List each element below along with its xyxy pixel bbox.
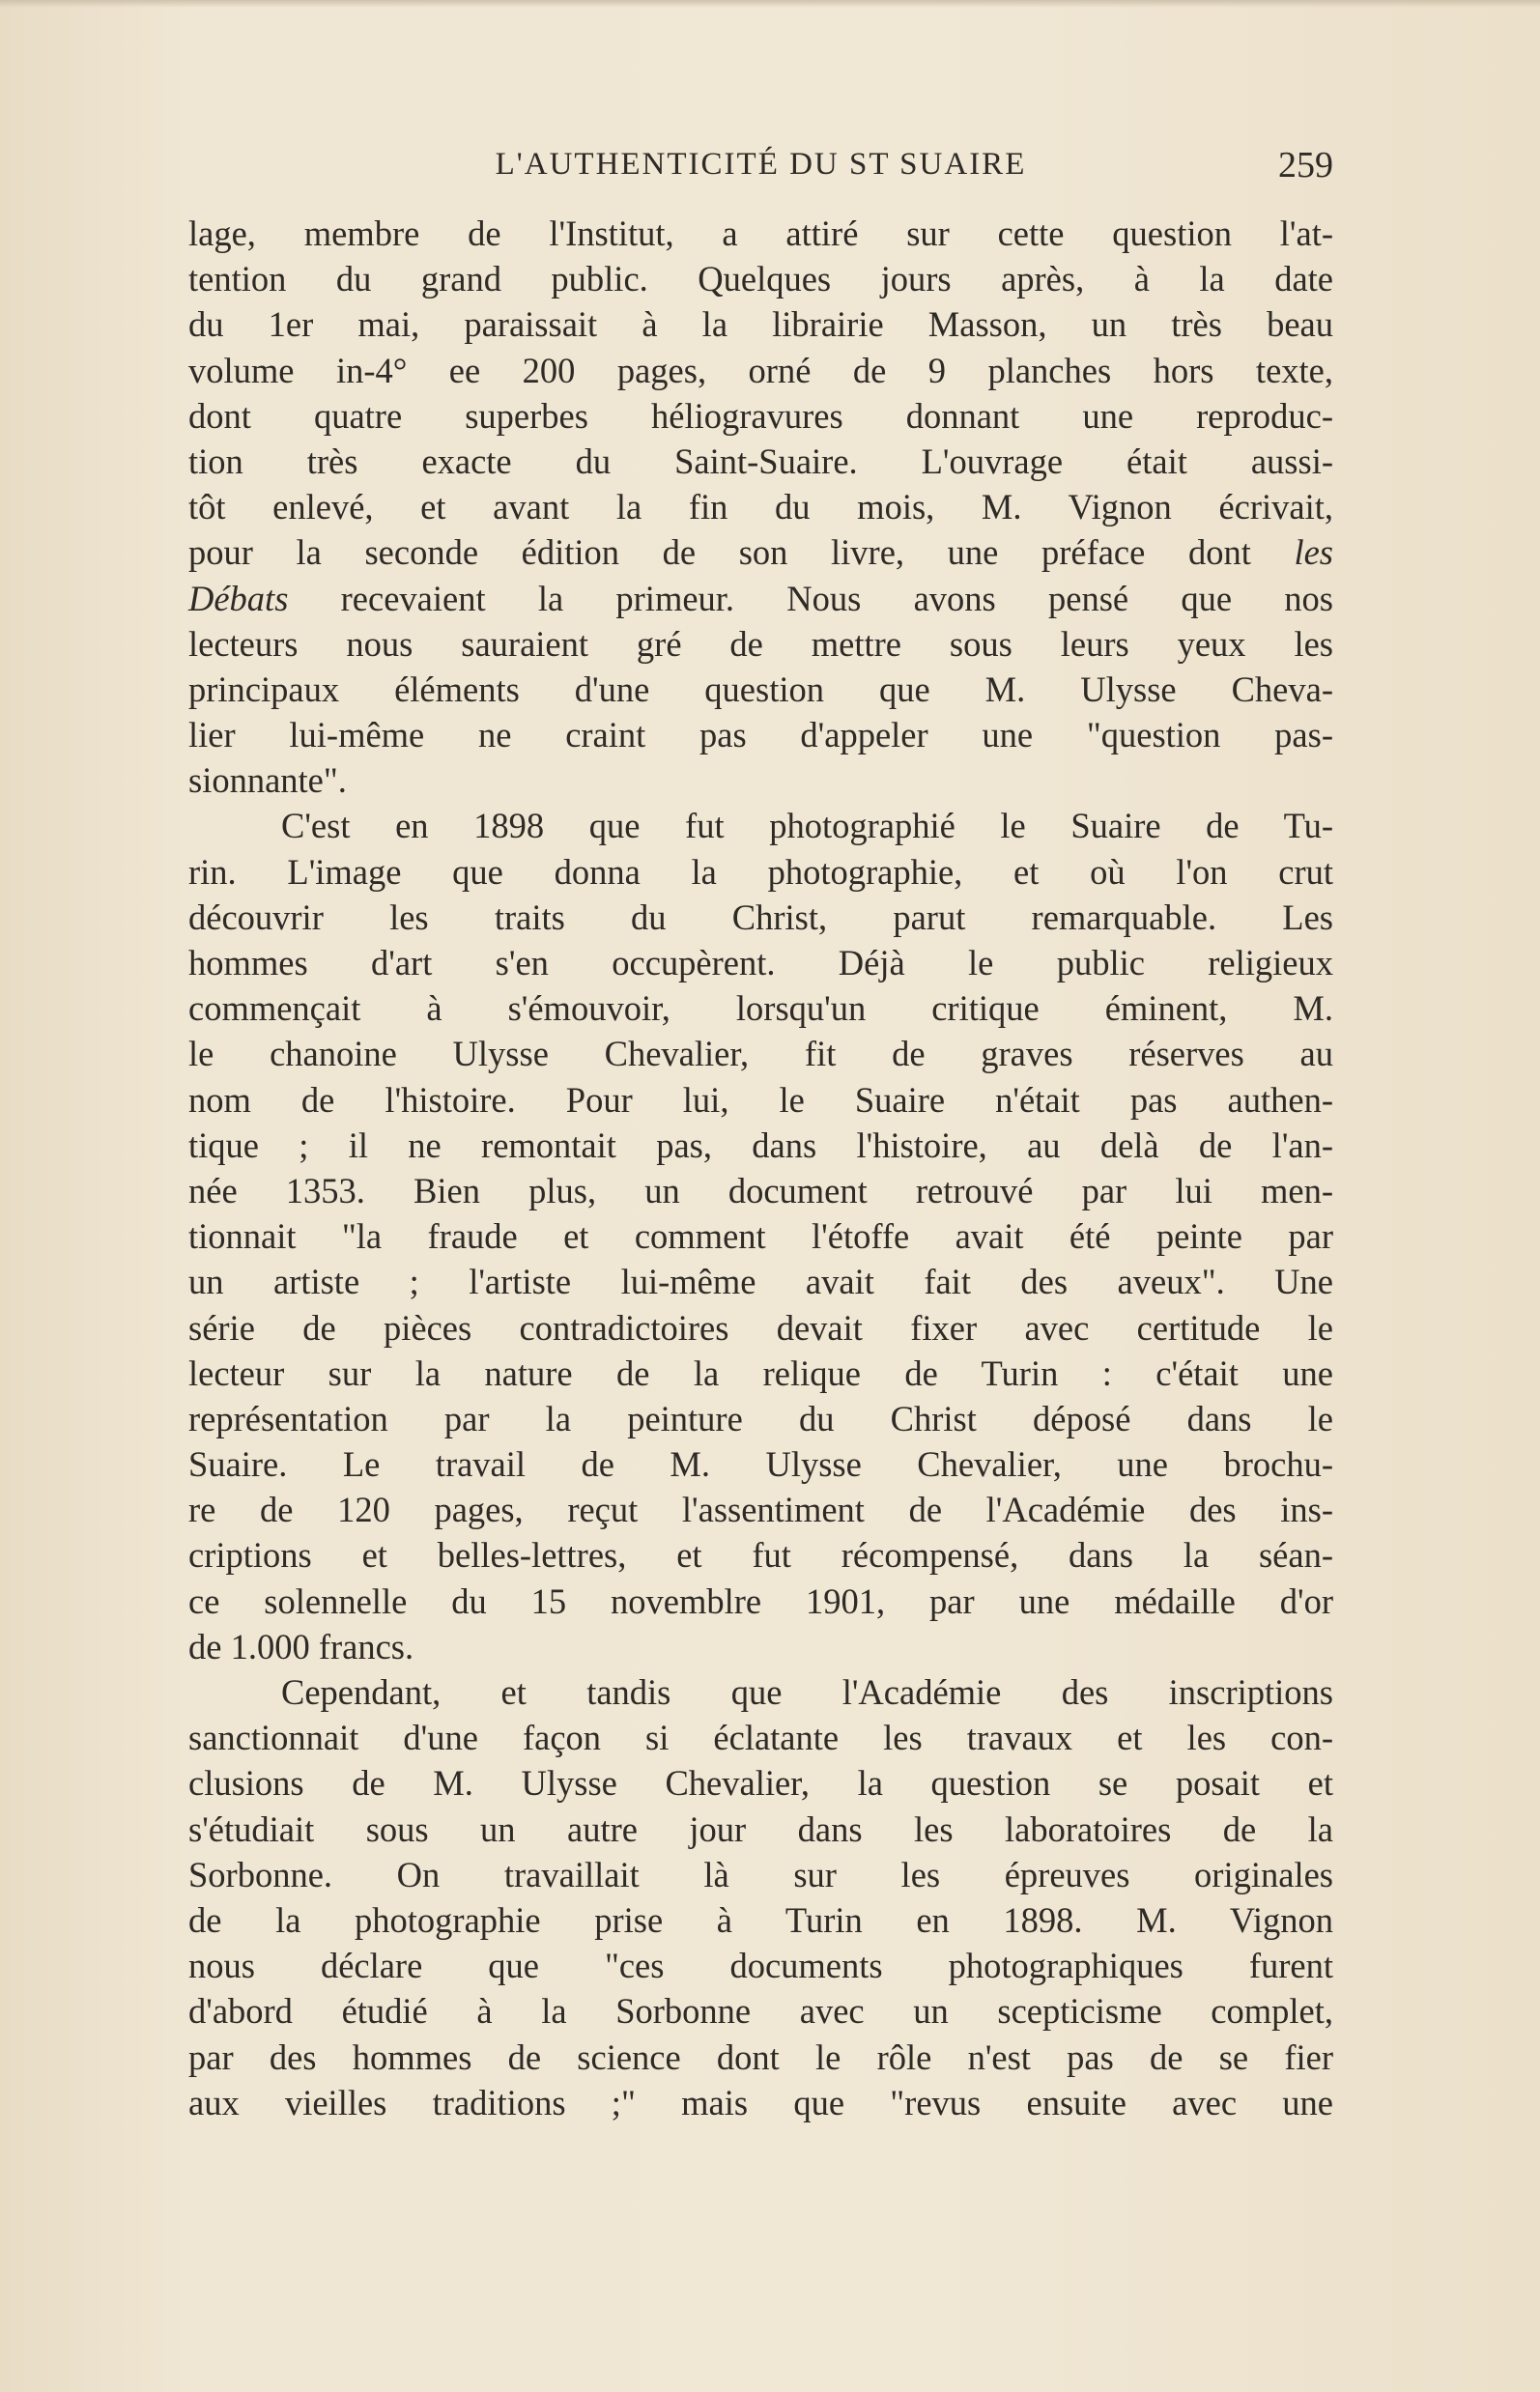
text-segment: Suaire. Le travail de M. Ulysse Chevalier, une brochu- — [188, 1444, 1333, 1485]
text-segment: découvrir les traits du Christ, parut remarquable. Les — [188, 897, 1333, 937]
text-segment: criptions et belles-lettres, et fut récompensé, dans la séan- — [188, 1535, 1333, 1576]
text-line — [188, 1624, 1333, 1669]
text-segment: aux vieilles traditions ;" mais que "revus ensuite avec une — [188, 2082, 1333, 2122]
text-segment: représentation par la peinture du Christ déposé dans le — [188, 1398, 1333, 1438]
text-line — [188, 757, 1333, 803]
text-segment: Cependant, et tandis que l'Académie des inscriptions — [281, 1672, 1333, 1712]
text-line — [188, 1305, 1333, 1351]
text-segment: commençait à s'émouvoir, lorsqu'un critique éminent, M. — [188, 988, 1333, 1029]
text-line — [188, 895, 1333, 940]
text-line — [188, 529, 1333, 575]
text-segment: pour la seconde édition de son livre, une préface dont — [188, 532, 1295, 573]
text-segment: sionnante". — [188, 760, 347, 801]
text-segment: hommes d'art s'en occupèrent. Déjà le public religieux — [188, 943, 1333, 982]
text-line — [188, 393, 1333, 439]
text-line — [188, 1031, 1333, 1076]
text-line — [188, 1715, 1333, 1760]
text-line — [188, 1988, 1333, 2034]
text-line — [188, 803, 1333, 848]
text-line — [188, 2035, 1333, 2080]
text-line — [188, 1213, 1333, 1259]
text-line — [188, 849, 1333, 895]
text-line — [188, 1579, 1333, 1624]
text-segment: tion très exacte du Saint-Suaire. L'ouvrage était aussi- — [188, 441, 1333, 481]
text-segment: d'abord étudié à la Sorbonne avec un scepticisme complet, — [188, 1991, 1333, 2032]
text-line — [188, 985, 1333, 1031]
text-line — [188, 1441, 1333, 1487]
text-segment: un artiste ; l'artiste lui-même avait fait des aveux". Une — [188, 1262, 1333, 1302]
text-line — [188, 1396, 1333, 1441]
text-line — [188, 256, 1333, 301]
text-segment: re de 120 pages, reçut l'assentiment de l'Académie des ins- — [188, 1490, 1333, 1530]
text-line — [188, 1807, 1333, 1852]
text-segment: née 1353. Bien plus, un document retrouvé par lui men- — [188, 1170, 1333, 1210]
text-segment: série de pièces contradictoires devait fixer avec certitude le — [188, 1307, 1333, 1348]
text-segment: du 1er mai, paraissait à la librairie Masson, un très beau — [188, 304, 1333, 345]
text-segment: C'est en 1898 que fut photographié le Suaire de Tu- — [281, 806, 1333, 846]
text-segment: lecteurs nous sauraient gré de mettre sous leurs yeux les — [188, 623, 1333, 664]
text-line — [188, 1943, 1333, 1988]
text-segment: volume in-4° ee 200 pages, orné de 9 planches hors texte, — [188, 350, 1333, 390]
text-segment: dont quatre superbes héliogravures donnant une reproduc- — [188, 395, 1333, 436]
text-segment: nous déclare que "ces documents photographiques furent — [188, 1946, 1333, 1986]
text-segment: tique ; il ne remontait pas, dans l'histoire, au delà de l'an- — [188, 1125, 1333, 1165]
text-segment: lage, membre de l'Institut, a attiré sur cette question l'at- — [188, 214, 1333, 253]
text-line — [188, 484, 1333, 529]
text-line — [188, 211, 1333, 256]
text-line — [188, 439, 1333, 484]
text-segment: de 1.000 francs. — [188, 1626, 414, 1666]
text-segment: nom de l'histoire. Pour lui, le Suaire n'était pas authen- — [188, 1079, 1333, 1120]
text-segment: tôt enlevé, et avant la fin du mois, M. Vignon écrivait, — [188, 487, 1333, 527]
text-segment: rin. L'image que donna la photographie, et où l'on crut — [188, 851, 1333, 892]
text-segment: lier lui-même ne craint pas d'appeler une "question pas- — [188, 715, 1333, 755]
text-segment: lecteur sur la nature de la relique de Turin : c'était une — [188, 1353, 1333, 1393]
text-segment: Sorbonne. On travaillait là sur les épreuves originales — [188, 1854, 1333, 1894]
text-line — [188, 1351, 1333, 1396]
italic-text: les — [1294, 532, 1333, 573]
text-line — [188, 2080, 1333, 2125]
text-segment: de la photographie prise à Turin en 1898. M. Vignon — [188, 1899, 1333, 1940]
text-segment: tionnait "la fraude et comment l'étoffe avait été peinte par — [188, 1216, 1333, 1257]
page-number: 259 — [1278, 145, 1333, 185]
text-segment: sanctionnait d'une façon si éclatante les travaux et les con- — [188, 1718, 1333, 1758]
text-line — [188, 1487, 1333, 1532]
text-line — [188, 1077, 1333, 1123]
text-line — [188, 1669, 1333, 1715]
text-segment: par des hommes de science dont le rôle n'est pas de se fier — [188, 2036, 1333, 2077]
text-line — [188, 1259, 1333, 1304]
italic-text: Débats — [188, 578, 289, 618]
text-line — [188, 301, 1333, 347]
text-segment: s'étudiait sous un autre jour dans les laboratoires de la — [188, 1808, 1333, 1849]
running-head — [188, 145, 1333, 193]
text-line — [188, 1168, 1333, 1213]
text-segment: ce solennelle du 15 novemblre 1901, par une médaille d'or — [188, 1580, 1333, 1621]
body-text — [188, 211, 1333, 2125]
text-line — [188, 667, 1333, 712]
text-line — [188, 621, 1333, 667]
text-line — [188, 940, 1333, 985]
text-line — [188, 1123, 1333, 1168]
text-line — [188, 576, 1333, 621]
running-head-title: L'AUTHENTICITÉ DU ST SUAIRE — [495, 147, 1027, 182]
text-segment: clusions de M. Ulysse Chevalier, la question se posait et — [188, 1763, 1333, 1804]
text-line — [188, 712, 1333, 757]
text-line — [188, 1760, 1333, 1806]
text-line — [188, 1852, 1333, 1897]
text-line — [188, 1532, 1333, 1578]
page-top-edge — [0, 0, 1540, 8]
text-segment: tention du grand public. Quelques jours après, à la date — [188, 259, 1333, 299]
text-segment: principaux éléments d'une question que M. Ulysse Cheva- — [188, 669, 1333, 709]
text-line — [188, 1897, 1333, 1943]
text-segment: recevaient la primeur. Nous avons pensé que nos — [288, 578, 1333, 618]
text-segment: le chanoine Ulysse Chevalier, fit de graves réserves au — [188, 1034, 1333, 1074]
text-line — [188, 348, 1333, 393]
